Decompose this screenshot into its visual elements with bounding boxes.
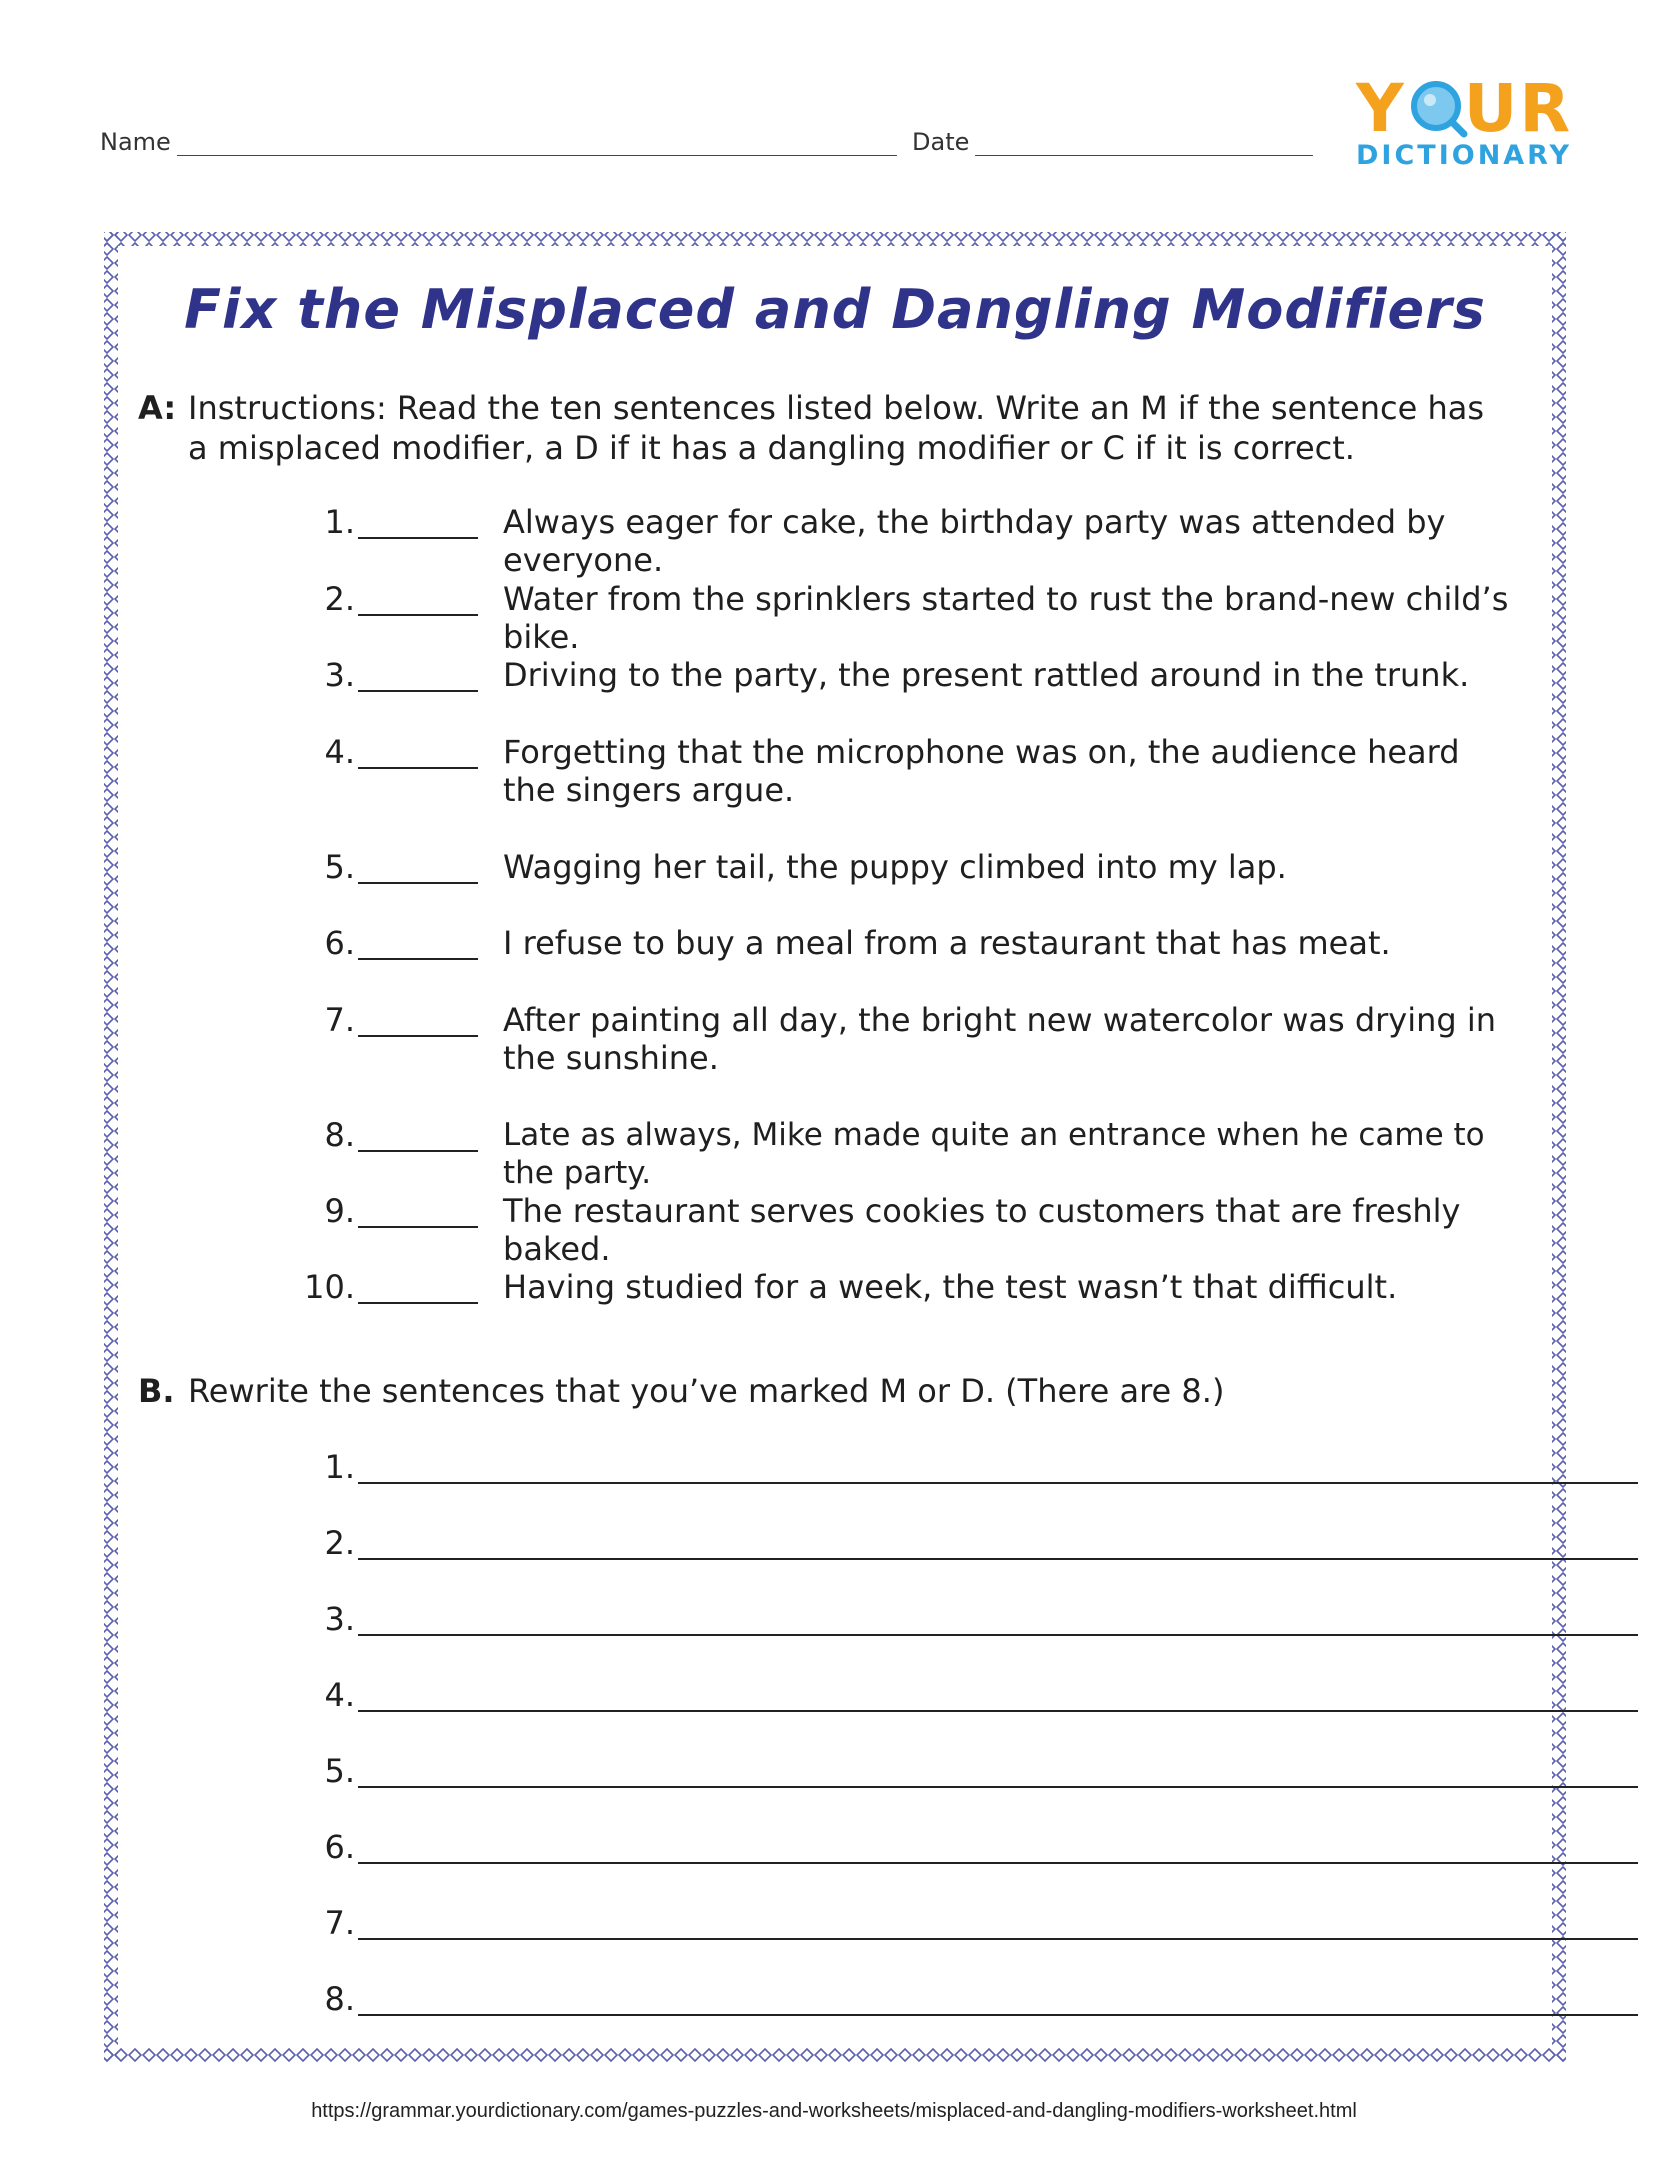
section-a-letter: A:	[138, 389, 177, 427]
item-number: 8.	[324, 1116, 355, 1154]
source-url: https://grammar.yourdictionary.com/games-puzzles-and-worksheets/misplaced-and-dangling-modifiers-worksheet.html	[311, 2100, 1357, 2122]
name-field[interactable]	[100, 128, 897, 156]
name-label: Name	[100, 128, 171, 156]
rewrite-line[interactable]	[358, 1558, 1638, 1560]
item-number: 4.	[324, 733, 355, 771]
item-number: 3.	[324, 656, 355, 694]
answer-blank[interactable]	[358, 1302, 478, 1304]
item-sentence: Driving to the party, the present rattled around in the trunk.	[503, 656, 1470, 694]
worksheet-body	[130, 258, 1540, 2036]
rewrite-line[interactable]	[358, 1482, 1638, 1484]
rewrite-line[interactable]	[358, 1938, 1638, 1940]
item-sentence: Wagging her tail, the puppy climbed into my lap.	[503, 848, 1287, 886]
item-sentence: After painting all day, the bright new watercolor was drying in the sunshine.	[503, 1001, 1497, 1077]
date-field[interactable]	[912, 128, 1313, 156]
answer-blank[interactable]	[358, 1035, 478, 1037]
answer-blank[interactable]	[358, 1150, 478, 1152]
item-sentence: I refuse to buy a meal from a restaurant that has meat.	[503, 924, 1391, 962]
rewrite-line[interactable]	[358, 1862, 1638, 1864]
section-a-instructions: Instructions: Read the ten sentences listed below. Write an M if the sentence has a misplaced modifier, a D if it has a dangling modifier or C if it is correct.	[188, 389, 1485, 467]
answer-blank[interactable]	[358, 882, 478, 884]
answer-blank[interactable]	[358, 767, 478, 769]
item-sentence: Always eager for cake, the birthday party was attended by everyone.	[503, 503, 1446, 579]
rewrite-line[interactable]	[358, 1786, 1638, 1788]
yourdictionary-logo	[1346, 70, 1576, 180]
magnifier-icon	[1408, 78, 1468, 138]
rewrite-number: 8.	[324, 1980, 355, 2018]
item-sentence: Water from the sprinklers started to rust the brand-new child’s bike.	[503, 580, 1509, 656]
answer-blank[interactable]	[358, 537, 478, 539]
rewrite-number: 2.	[324, 1524, 355, 1562]
rewrite-line[interactable]	[358, 2014, 1638, 2016]
item-number: 1.	[324, 503, 355, 541]
item-sentence: Forgetting that the microphone was on, the audience heard the singers argue.	[503, 733, 1460, 809]
rewrite-line[interactable]	[358, 1710, 1638, 1712]
item-number: 2.	[324, 580, 355, 618]
answer-blank[interactable]	[358, 690, 478, 692]
item-sentence: The restaurant serves cookies to customers that are freshly baked.	[503, 1192, 1461, 1268]
worksheet-header	[100, 128, 1320, 168]
item-sentence: Having studied for a week, the test wasn’t that difficult.	[503, 1268, 1398, 1306]
name-line[interactable]	[177, 129, 897, 156]
rewrite-number: 5.	[324, 1752, 355, 1790]
answer-blank[interactable]	[358, 614, 478, 616]
section-b-letter: B.	[138, 1372, 175, 1410]
item-number: 9.	[324, 1192, 355, 1230]
logo-your-text: Y UR	[1356, 70, 1573, 147]
item-number: 7.	[324, 1001, 355, 1039]
answer-blank[interactable]	[358, 1226, 478, 1228]
date-label: Date	[912, 128, 970, 156]
logo-dictionary-text: DICTIONARY	[1356, 140, 1573, 171]
rewrite-number: 6.	[324, 1828, 355, 1866]
item-number: 10.	[304, 1268, 355, 1306]
rewrite-number: 3.	[324, 1600, 355, 1638]
worksheet-title: Fix the Misplaced and Dangling Modifiers	[184, 278, 1486, 341]
answer-blank[interactable]	[358, 958, 478, 960]
item-number: 6.	[324, 924, 355, 962]
rewrite-number: 7.	[324, 1904, 355, 1942]
item-sentence: Late as always, Mike made quite an entrance when he came to the party.	[503, 1117, 1485, 1191]
item-number: 5.	[324, 848, 355, 886]
date-line[interactable]	[975, 129, 1313, 156]
rewrite-line[interactable]	[358, 1634, 1638, 1636]
rewrite-number: 4.	[324, 1676, 355, 1714]
section-b-instructions: Rewrite the sentences that you’ve marked M or D. (There are 8.)	[188, 1372, 1225, 1410]
rewrite-number: 1.	[324, 1448, 355, 1486]
